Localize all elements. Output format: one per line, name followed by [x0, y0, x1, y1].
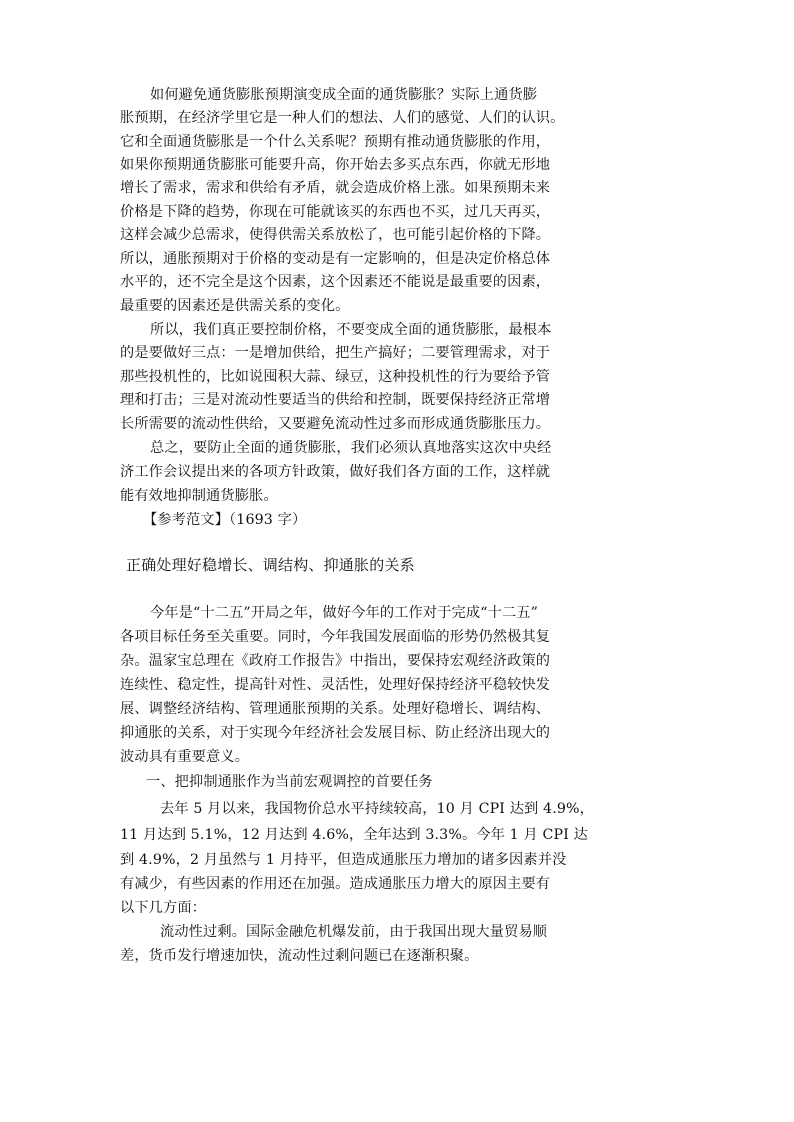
text-line: 总之，要防止全面的通货膨胀，我们必须认真地落实这次中央经: [150, 440, 552, 456]
text-line: 济工作会议提出来的各项方针政策，做好我们各方面的工作，这样就: [120, 464, 551, 480]
text-line: 抑通胀的关系，对于实现今年经济社会发展目标、防止经济出现大的: [120, 725, 551, 741]
text-line: 有减少，有些因素的作用还在加强。造成通胀压力增大的原因主要有: [120, 876, 551, 892]
text-line: 杂。温家宝总理在《政府工作报告》中指出，要保持宏观经济政策的: [120, 653, 551, 669]
text-line: 胀预期，在经济学里它是一种人们的想法、人们的感觉、人们的认识。: [120, 110, 565, 126]
text-line: 它和全面通货膨胀是一个什么关系呢？预期有推动通货膨胀的作用，: [120, 134, 551, 150]
text-line: 水平的，还不完全是这个因素，这个因素还不能说是最重要的因素，: [120, 274, 551, 290]
text-line: 到 4.9%，2 月虽然与 1 月持平，但造成通胀压力增加的诸多因素并没: [120, 852, 567, 868]
text-line: 最重要的因素还是供需关系的变化。: [120, 298, 350, 314]
text-line: 增长了需求，需求和供给有矛盾，就会造成价格上涨。如果预期未来: [120, 180, 551, 196]
text-line: 那些投机性的，比如说囤积大蒜、绿豆，这种投机性的行为要给予管: [120, 369, 551, 385]
text-line: 长所需要的流动性供给，又要避免流动性过多而形成通货膨胀压力。: [120, 416, 551, 432]
text-line: 11 月达到 5.1%，12 月达到 4.6%，全年达到 3.3%。今年 1 月 CPI 达: [120, 827, 588, 843]
reference-label: 【参考范文】（1693 字）: [143, 512, 307, 528]
essay-title: 正确处理好稳增长、调结构、抑通胀的关系: [126, 556, 415, 574]
text-line: 能有效地抑制通货膨胀。: [120, 488, 278, 504]
text-line: 去年 5 月以来，我国物价总水平持续较高，10 月 CPI 达到 4.9%，: [160, 801, 595, 817]
text-line: 展、调整经济结构、管理通胀预期的关系。处理好稳增长、调结构、: [120, 701, 551, 717]
text-line: 连续性、稳定性，提高针对性、灵活性，处理好保持经济平稳较快发: [120, 677, 551, 693]
text-line: 各项目标任务至关重要。同时，今年我国发展面临的形势仍然极其复: [120, 629, 551, 645]
section-heading: 一、把抑制通胀作为当前宏观调控的首要任务: [146, 774, 433, 790]
text-line: 以下几方面：: [120, 900, 207, 916]
text-line: 今年是“十二五”开局之年，做好今年的工作对于完成“十二五”: [150, 605, 539, 621]
text-line: 流动性过剩。国际金融危机爆发前，由于我国出现大量贸易顺: [160, 924, 548, 940]
text-line: 如何避免通货膨胀预期演变成全面的通货膨胀？实际上通货膨: [150, 87, 538, 103]
text-line: 理和打击；三是对流动性要适当的供给和控制，既要保持经济正常增: [120, 392, 551, 408]
text-line: 如果你预期通货膨胀可能要升高，你开始去多买点东西，你就无形地: [120, 157, 551, 173]
text-line: 差，货币发行增速加快，流动性过剩问题已在逐渐积聚。: [120, 948, 479, 964]
text-line: 价格是下降的趋势，你现在可能就该买的东西也不买，过几天再买，: [120, 204, 551, 220]
text-line: 所以，通胀预期对于价格的变动是有一定影响的，但是决定价格总体: [120, 251, 551, 267]
text-line: 波动具有重要意义。: [120, 749, 250, 765]
text-line: 所以，我们真正要控制价格，不要变成全面的通货膨胀，最根本: [150, 322, 552, 338]
text-line: 这样会减少总需求，使得供需关系放松了，也可能引起价格的下降。: [120, 227, 551, 243]
text-line: 的是要做好三点：一是增加供给，把生产搞好；二要管理需求，对于: [120, 345, 551, 361]
